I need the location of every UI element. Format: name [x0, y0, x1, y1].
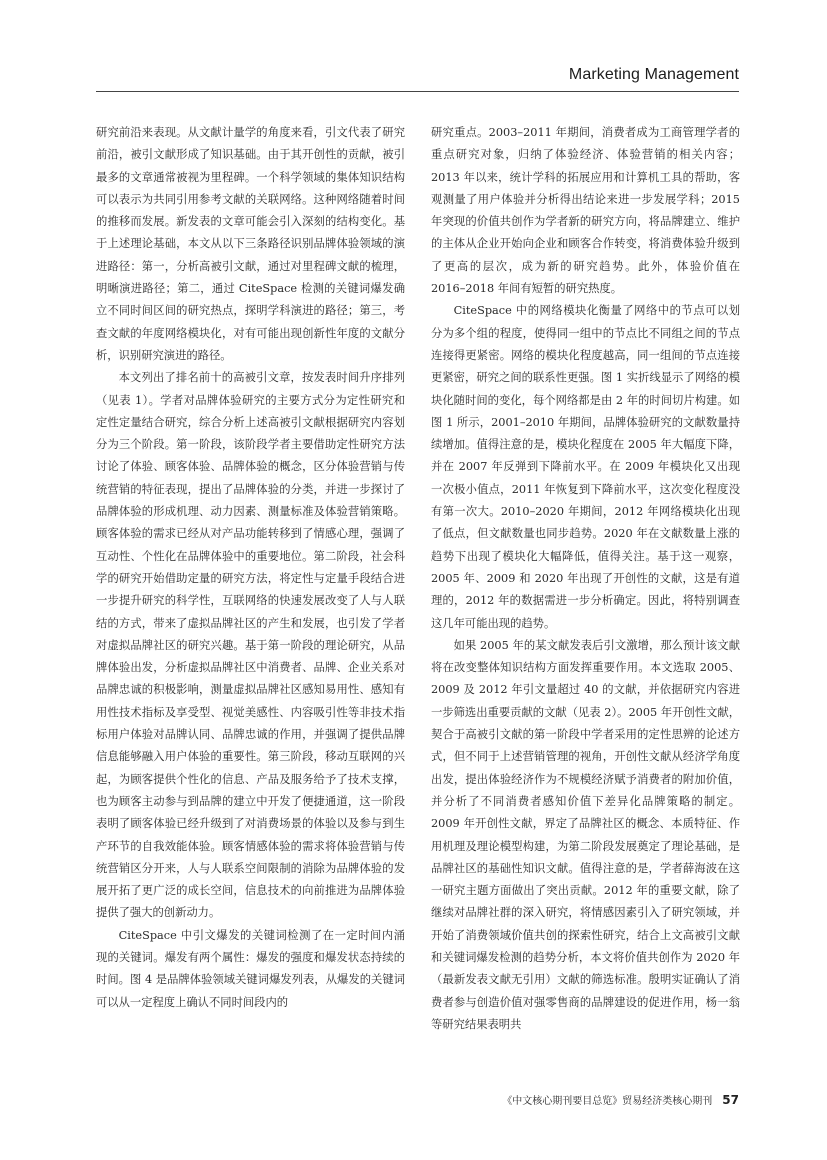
running-header-title: Marketing Management [568, 66, 739, 83]
right-paragraph-2: CiteSpace 中的网络模块化衡量了网络中的节点可以划分为多个组的程度，使得同一组中的节点比不同组之间的节点连接得更紧密。网络的模块化程度越高，同一组间的节点连接更紧密，研究之间的联系性更强。图 1 实折线显示了网络的模块化随时间的变化，每个网络都是由 2 年的时间切片构建。如图 1 所示，2001–2010 年期间，品牌体验研究的文献数量持续增加。值得注意的是，模块化程度在 2005 年大幅度下降，并在 2007 年反弹到下降前水平。在 2009 年模块化又出现一次极小值点，2011 年恢复到下降前水平，这次变化程度没有第一次大。2010–2020 年期间，2012 年网络模块化出现了低点，但文献数量也同步趋势。2020 年在文献数量上涨的趋势下出现了模块化大幅降低，值得关注。基于这一观察，2005 年、2009 和 2020 年出现了开创性的文献，这是有道理的，2012 年的数据需进一步分析确定。因此，将特别调查这几年可能出现的趋势。 [431, 304, 740, 630]
right-text-column [431, 122, 740, 1036]
page-number: 57 [722, 1093, 739, 1107]
left-paragraph-2: 本文列出了排名前十的高被引文章，按发表时间升序排列（见表 1）。学者对品牌体验研究的主要方式分为定性研究和定性定量结合研究，综合分析上述高被引文献根据研究内容划分为三个阶段。第一阶段，该阶段学者主要借助定性研究方法讨论了体验、顾客体验、品牌体验的概念，区分体验营销与传统营销的特征表现，提出了品牌体验的分类，并进一步探讨了品牌体验的形成机理、动力因素、测量标准及体验营销策略。顾客体验的需求已经从对产品功能转移到了情感心理，强调了互动性、个性化在品牌体验中的重要地位。第二阶段，社会科学的研究开始借助定量的研究方法，将定性与定量手段结合进一步提升研究的科学性，互联网络的快速发展改变了人与人联结的方式，带来了虚拟品牌社区的产生和发展，也引发了学者对虚拟品牌社区的研究兴趣。基于第一阶段的理论研究，从品牌体验出发，分析虚拟品牌社区中消费者、品牌、企业关系对品牌忠诚的积极影响，测量虚拟品牌社区感知易用性、感知有用性技术指标及享受型、视觉美感性、内容吸引性等非技术指标用户体验对品牌认同、品牌忠诚的作用，并强调了提供品牌信息能够融入用户体验的重要性。第三阶段，移动互联网的兴起，为顾客提供个性化的信息、产品及服务给予了技术支撑，也为顾客主动参与到品牌的建立中开发了便捷通道，这一阶段表明了顾客体验已经升级到了对消费场景的体验以及参与到生产环节的自我效能体验。顾客情感体验的需求将体验营销与传统营销区分开来，人与人联系空间限制的消除为品牌体验的发展开拓了更广泛的成长空间，信息技术的向前推进为品牌体验提供了强大的创新动力。 [96, 371, 405, 920]
left-text-column [96, 122, 405, 1014]
footer-journal-note: 《中文核心期刊要目总览》贸易经济类核心期刊 [502, 1096, 713, 1107]
right-paragraph-1: 研究重点。2003–2011 年期间，消费者成为工商管理学者的重点研究对象，归纳了体验经济、体验营销的相关内容；2013 年以来，统计学科的拓展应用和计算机工具的帮助，客观测量了用户体验并分析得出结论来进一步发展学科；2015 年突现的价值共创作为学者新的研究方向，将品牌建立、维护的主体从企业开始向企业和顾客合作转变，将消费体验升级到了更高的层次，成为新的研究趋势。此外，体验价值在 2016–2018 年间有短暂的研究热度。 [431, 126, 740, 296]
left-paragraph-1: 研究前沿来表现。从文献计量学的角度来看，引文代表了研究前沿，被引文献形成了知识基础。由于其开创性的贡献，被引最多的文章通常被视为里程碑。一个科学领域的集体知识结构可以表示为共同引用参考文献的关联网络。这种网络随着时间的推移而发展。新发表的文章可能会引入深刻的结构变化。基于上述理论基础，本文从以下三条路径识别品牌体验领域的演进路径：第一，分析高被引文献，通过对里程碑文献的梳理，明晰演进路径；第二，通过 CiteSpace 检测的关键词爆发确立不同时间区间的研究热点，探明学科演进的路径；第三，考查文献的年度网络模块化，对有可能出现创新性年度的文献分析，识别研究演进的路径。 [96, 126, 405, 362]
header-divider [96, 91, 739, 92]
left-paragraph-3: CiteSpace 中引文爆发的关键词检测了在一定时间内涌现的关键词。爆发有两个属性：爆发的强度和爆发状态持续的时间。图 4 是品牌体验领域关键词爆发列表，从爆发的关键词可以从一定程度上确认不同时间段内的 [96, 928, 405, 1009]
page-footer [502, 1092, 739, 1107]
right-paragraph-3: 如果 2005 年的某文献发表后引文激增，那么预计该文献将在改变整体知识结构方面发挥重要作用。本文选取 2005、2009 及 2012 年引文量超过 40 的文献，并依据研究内容进一步筛选出重要贡献的文献（见表 2）。2005 年开创性文献，契合于高被引文献的第一阶段中学者采用的定性思辨的论述方式，但不同于上述营销管理的视角，开创性文献从经济学角度出发，提出体验经济作为不规模经济赋予消费者的附加价值，并分析了不同消费者感知价值下差异化品牌策略的制定。2009 年开创性文献，界定了品牌社区的概念、本质特征、作用机理及理论模型构建，为第二阶段发展奠定了理论基础，是品牌社区的基础性知识文献。值得注意的是，学者薛海波在这一研究主题方面做出了突出贡献。2012 年的重要文献，除了继续对品牌社群的深入研究，将情感因素引入了研究领域，并开始了消费领域价值共创的探索性研究，结合上文高被引文献和关键词爆发检测的趋势分析，本文将价值共创作为 2020 年（最新发表文献无引用）文献的筛选标准。殷明实证确认了消费者参与创造价值对强零售商的品牌建设的促进作用，杨一翁等研究结果表明共 [431, 638, 740, 1031]
